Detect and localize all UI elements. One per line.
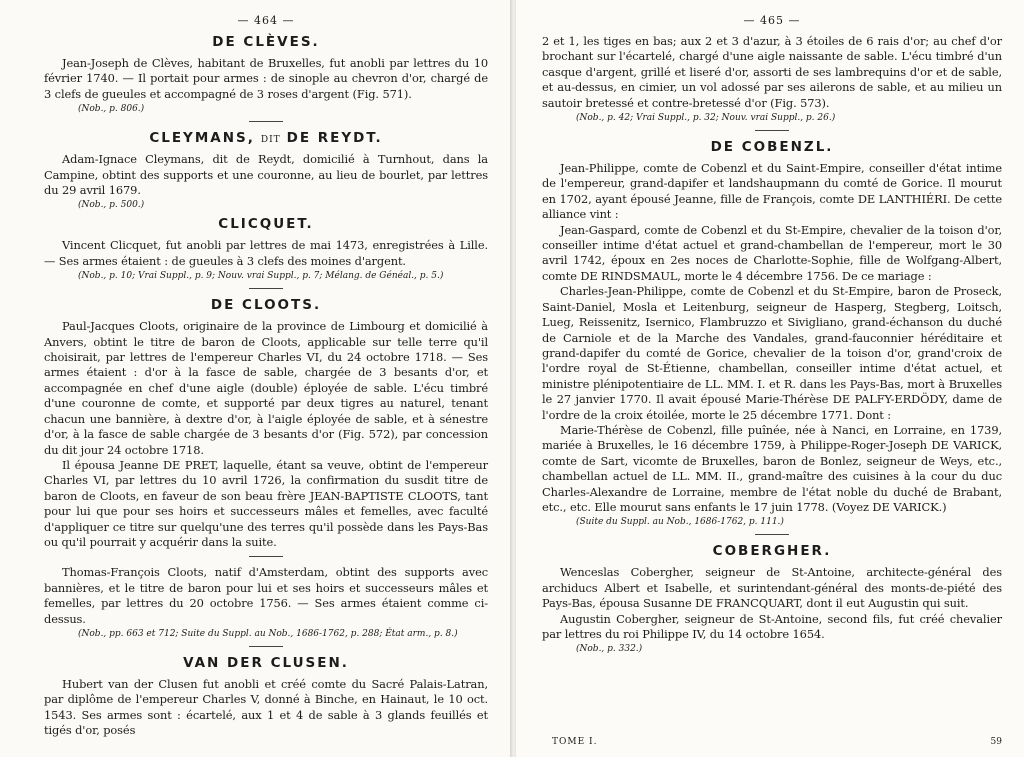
page-number-right: — 465 —	[743, 14, 801, 27]
entry-title-cleymans	[44, 130, 488, 146]
entry-text: Jean-Philippe, comte de Cobenzl et du Saint-Empire, conseiller d'état intime de l'empereur, grand-dapifer et landshaupmann du comté de Gorice. Il mourut en 1702, ayant épousé Jeanne, fille de François, comte DE LANTHIÉRI. De cette alliance vint :	[542, 161, 1002, 222]
entry-title-de-cobenzl: DE COBENZL.	[710, 139, 834, 156]
entry-title-cobergher: COBERGHER.	[712, 543, 832, 560]
entry-reference: (Suite du Suppl. au Nob., 1686-1762, p. 111.)	[576, 517, 784, 528]
entry-text: Vincent Clicquet, fut anobli par lettres de mai 1473, enregistrées à Lille. — Ses armes étaient : de gueules à 3 clefs des moines d'argent.	[44, 238, 488, 268]
continuation-text: 2 et 1, les tiges en bas; aux 2 et 3 d'azur, à 3 étoiles de 6 rais d'or; au chef d'or brochant sur l'écartelé, chargé d'une aigle naissante de sable. L'écu timbré d'un casque d'argent, grillé et liseré d'or, assorti de ses lambrequins d'or et de sable, et au-dessus, en cimier, un vol adossé par ses ailerons de sable, et au milieu un sautoir bretessé et contre-bretessé d'or (Fig. 573).	[542, 34, 1002, 110]
entry-text: Il épousa Jeanne DE PRET, laquelle, étant sa veuve, obtint de l'empereur Charles VI, par lettres du 10 avril 1726, la confirmation du susdit titre de baron de Cloots, en faveur de son beau frère JEAN-BAPTISTE CLOOTS, tant pour lui que pour ses hoirs et successeurs mâles et femelles, avec faculté d'appliquer ce titre sur quelqu'une des terres qu'il possède dans les Pays-Bas ou qu'il pourrait y acquérir dans la suite.	[44, 457, 488, 549]
separator-rule	[249, 121, 283, 122]
entry-title-de-cloots: DE CLOOTS.	[210, 297, 322, 314]
entry-reference: (Nob., pp. 663 et 712; Suite du Suppl. au Nob., 1686-1762, p. 288; État arm., p. 8.)	[78, 628, 458, 639]
entry-title-de-cleves: DE CLÈVES.	[212, 34, 320, 50]
title-dit: DIT	[260, 135, 281, 146]
volume-label: TOME I.	[552, 737, 598, 747]
entry-text: Jean-Gaspard, comte de Cobenzl et du St-Empire, chevalier de la toison d'or, conseiller intime d'état actuel et grand-chambellan de l'empereur, mort le 30 avril 1742, époux en 2es noces de Charlotte-Sophie, fille de Wolfgang-Albert, comte DE RINDSMAUL, morte le 4 décembre 1756. De ce mariage :	[542, 222, 1002, 283]
separator-rule	[755, 534, 789, 535]
entry-text: Adam-Ignace Cleymans, dit de Reydt, domicilié à Turnhout, dans la Campine, obtint des supports et une couronne, au lieu de bourlet, par lettres du 29 avril 1679.	[44, 152, 488, 198]
page-number-left: — 464 —	[237, 14, 295, 27]
entry-title-van-der-clusen: VAN DER CLUSEN.	[183, 654, 349, 671]
entry-text: Thomas-François Cloots, natif d'Amsterdam, obtint des supports avec bannières, et le titre de baron pour lui et ses hoirs et successeurs mâles et femelles, par lettres du 20 octobre 1756. — Ses armes étaient comme ci-dessus.	[44, 565, 488, 626]
right-page	[516, 0, 1024, 757]
entry-reference: (Nob., p. 332.)	[576, 644, 643, 655]
entry-reference: (Nob., p. 42; Vrai Suppl., p. 32; Nouv. vrai Suppl., p. 26.)	[576, 113, 836, 124]
entry-title-clicquet: CLICQUET.	[218, 216, 314, 233]
entry-text: Augustin Cobergher, seigneur de St-Antoine, second fils, fut créé chevalier par lettres du roi Philippe IV, du 14 octobre 1654.	[542, 611, 1002, 641]
entry-text: Jean-Joseph de Clèves, habitant de Bruxelles, fut anobli par lettres du 10 février 1740. — Il portait pour armes : de sinople au chevron d'or, chargé de 3 clefs de gueules et accompagné de 3 roses d'argent (Fig. 571).	[44, 56, 488, 101]
title-main: CLEYMANS,	[149, 130, 255, 147]
entry-text: Marie-Thérèse de Cobenzl, fille puînée, née à Nanci, en Lorraine, en 1739, mariée à Bruxelles, le 16 décembre 1759, à Philippe-Roger-Joseph DE VARICK, comte de Sart, vicomte de Bruxelles, baron de Bonlez, seigneur de Weys, etc., chambellan actuel de LL. MM. II., grand-maître des cuisines à la cour du duc Charles-Alexandre de Lorraine, membre de l'état noble du duché de Brabant, etc., etc. Elle mourut sans enfants le 17 juin 1778. (Voyez DE VARICK.)	[542, 422, 1002, 514]
separator-rule	[249, 646, 283, 647]
left-page	[0, 0, 510, 757]
title-rest: DE REYDT.	[286, 130, 383, 147]
entry-reference: (Nob., p. 10; Vrai Suppl., p. 9; Nouv. vrai Suppl., p. 7; Mélang. de Généal., p. 5.)	[78, 271, 444, 282]
page-footer	[542, 737, 1002, 747]
separator-rule	[249, 556, 283, 557]
entry-reference: (Nob., p. 806.)	[78, 104, 145, 115]
entry-text: Wenceslas Cobergher, seigneur de St-Antoine, architecte-général des archiducs Albert et Isabelle, et surintendant-général des monts-de-piété des Pays-Bas, épousa Susanne DE FRANCQUART, dont il eut Augustin qui suit.	[542, 565, 1002, 611]
entry-text: Paul-Jacques Cloots, originaire de la province de Limbourg et domicilié à Anvers, obtint le titre de baron de Cloots, applicable sur telle terre qu'il choisirait, par lettres de l'empereur Charles VI, du 24 octobre 1718. — Ses armes étaient : d'or à la fasce de sable, chargée de 3 besants d'or, et accompagnée en chef d'une aigle (double) éployée de sable. L'écu timbré d'une couronne de comte, et supporté par deux tigres au naturel, tenant chacun une bannière, à dextre d'or, à l'aigle éployée de sable, et à sénestre d'or, à la fasce de sable chargée de 3 besants d'or (Fig. 572), par concession du dit jour 24 octobre 1718.	[44, 319, 488, 457]
signature-mark: 59	[990, 737, 1002, 747]
entry-text: Hubert van der Clusen fut anobli et créé comte du Sacré Palais-Latran, par diplôme de l'empereur Charles V, donné à Binche, en Hainaut, le 10 oct. 1543. Ses armes sont : écartelé, aux 1 et 4 de sable à 3 glands feuillés et tigés d'or, posés	[44, 676, 488, 738]
separator-rule	[755, 130, 789, 131]
separator-rule	[249, 288, 283, 289]
entry-reference: (Nob., p. 500.)	[78, 200, 145, 211]
entry-text: Charles-Jean-Philippe, comte de Cobenzl et du St-Empire, baron de Proseck, Saint-Daniel, Mosla et Leitenburg, seigneur de Hasperg, Stegberg, Loitsch, Lueg, Reissenitz, Isernico, Flambruzzo et Sivigliano, grand-échanson du duché de Carniole et de la Marche des Vandales, grand-fauconnier héréditaire et grand-dapifer du comté de Gorice, chevalier de la toison d'or, grand'croix de l'ordre royal de St-Étienne, chambellan, conseiller intime d'état actuel, et ministre plénipotentiaire de LL. MM. I. et R. dans les Pays-Bas, mort à Bruxelles le 27 janvier 1770. Il avait épousé Marie-Thérèse DE PALFY-ERDÖDY, dame de l'ordre de la croix étoilée, morte le 25 décembre 1771. Dont :	[542, 284, 1002, 422]
